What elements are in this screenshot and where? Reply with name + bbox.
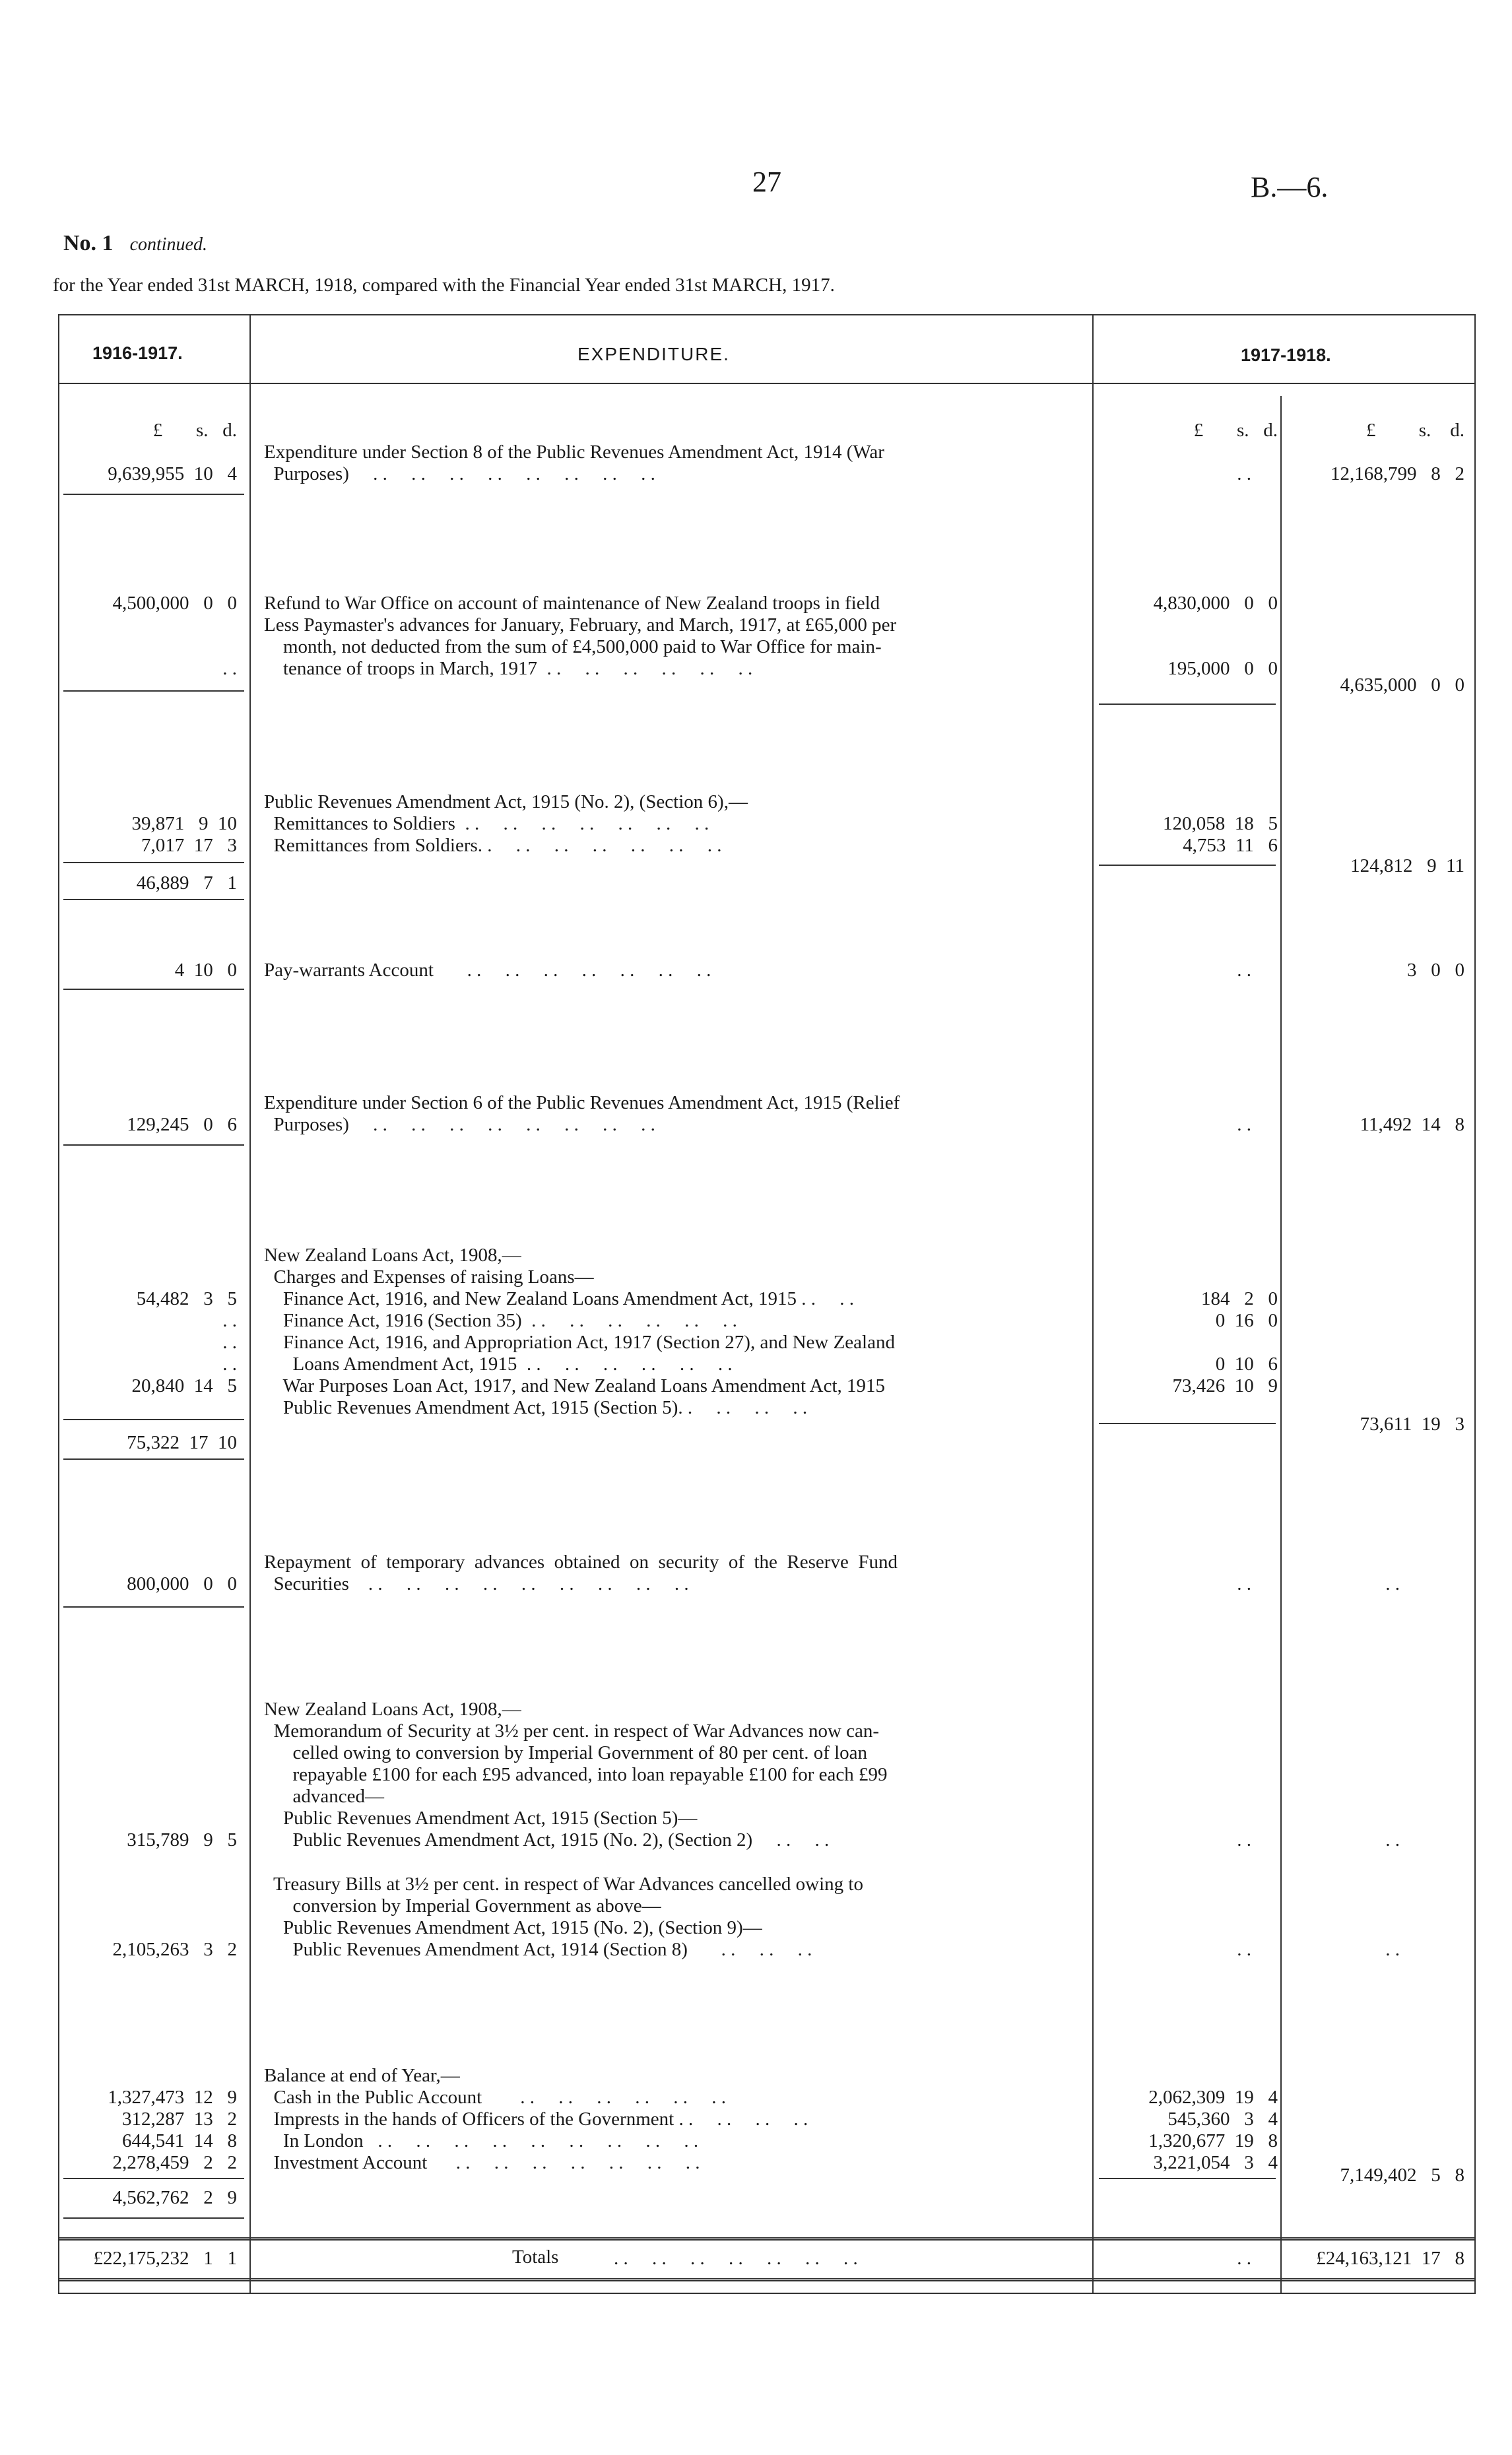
prev-amount: 1,327,473 12 9 312,287 13 2 644,541 14 8 2,278,459 2 2	[108, 2087, 237, 2173]
mid-grand-total: . .	[1237, 2248, 1251, 2269]
row-description: Balance at end of Year,— Cash in the Public Account . . . . . . . . . . . . Imprests in the hands of Officers of the Government . . . . . . . . In London . . . . . . . . . . . . . . . . . . Investment Account . . . . . . . . . . . . . .	[264, 2065, 808, 2173]
total-amount: 3 0 0	[1407, 960, 1464, 981]
col-header-1916-1917: 1916-1917.	[92, 343, 183, 363]
prev-amount: 39,871 9 10 7,017 17 3	[131, 813, 237, 856]
row-description: Treasury Bills at 3½ per cent. in respect of War Advances cancelled owing to conversion by Imperial Government as above— Public Revenues Amendment Act, 1915 (No. 2), (Section 9)— Public Revenues Amendment Act, 1914 (Section 8) . . . . . .	[273, 1874, 863, 1960]
total-amount: 124,812 9 11	[1350, 855, 1464, 876]
mid-amount: 120,058 18 5 4,753 11 6	[1163, 813, 1278, 856]
document-code: B.—6.	[1251, 171, 1329, 203]
mid-amount: 184 2 0 0 16 0 0 10 6 73,426 10 9	[1172, 1288, 1278, 1396]
total-amount: 73,611 19 3	[1360, 1414, 1464, 1435]
grand-total: £24,163,121 17 8	[1316, 2248, 1464, 2269]
mid-amount: . .	[1237, 960, 1251, 981]
prev-subtotal: 4,562,762 2 9	[112, 2187, 237, 2208]
row-description: Public Revenues Amendment Act, 1915 (No. 2), (Section 6),— Remittances to Soldiers . . . . . . . . . . . . . . Remittances from Soldiers. . . . . . . . . . . . . .	[264, 791, 748, 856]
prev-amount: 800,000 0 0	[127, 1573, 237, 1594]
total-amount: 7,149,402 5 8	[1340, 2165, 1464, 2186]
row-description: Pay-warrants Account . . . . . . . . . . . . . .	[264, 960, 711, 981]
totals-dots: . . . . . . . . . . . . . .	[614, 2248, 858, 2269]
prev-amount: 4 10 0	[174, 960, 237, 981]
row-description: New Zealand Loans Act, 1908,— Memorandum of Security at 3½ per cent. in respect of War Advances now can- celled owing to conversion by Imperial Government of 80 per cent. of loan repayable £100 for each £95 advanced, into loan repayable £100 for each £99 advanced— Public Revenues Amendment Act, 1915 (Section 5)— Public Revenues Amendment Act, 1915 (No. 2), (Section 2) . . . .	[264, 1699, 888, 1850]
table-number: No. 1	[63, 231, 114, 255]
prev-amount: 9,639,955 10 4	[108, 463, 237, 484]
mid-amount: 2,062,309 19 4 545,360 3 4 1,320,677 19 8 3,221,054 3 4	[1148, 2087, 1278, 2173]
lsd-header-right: £ s. d.	[1365, 420, 1464, 441]
total-amount: 11,492 14 8	[1360, 1114, 1464, 1135]
continued-note: continued.	[129, 234, 207, 255]
prev-grand-total: £22,175,232 1 1	[93, 2248, 237, 2269]
col-header-expenditure: EXPENDITURE.	[577, 344, 730, 364]
prev-subtotal: 75,322 17 10	[127, 1432, 237, 1453]
prev-amount: 129,245 0 6	[127, 1114, 237, 1135]
mid-amount: . .	[1237, 1829, 1251, 1850]
prev-amount: 2,105,263 3 2	[112, 1939, 237, 1960]
row-description: New Zealand Loans Act, 1908,— Charges and Expenses of raising Loans— Finance Act, 1916, and New Zealand Loans Amendment Act, 1915 . . . . Finance Act, 1916 (Section 35) . . . . . . . . . . . . Finance Act, 1916, and Appropriation Act, 1917 (Section 27), and New Zealand Loans Amendment Act, 1915 . . . . . . . . . . . . War Purposes Loan Act, 1917, and New Zealand Loans Amendment Act, 1915 Public Revenues Amendment Act, 1915 (Section 5). . . . . . . .	[264, 1245, 895, 1418]
mid-amount: . .	[1237, 1573, 1251, 1594]
row-description: Expenditure under Section 6 of the Public Revenues Amendment Act, 1915 (Relief Purposes) . . . . . . . . . . . . . . . .	[264, 1092, 900, 1135]
page-number: 27	[752, 166, 781, 198]
col-header-1917-1918: 1917-1918.	[1241, 345, 1331, 365]
total-amount: . .	[1385, 1829, 1400, 1850]
total-amount: . .	[1385, 1573, 1400, 1594]
mid-amount: . .	[1237, 1939, 1251, 1960]
prev-amount: 54,482 3 5 . . . . . . 20,840 14 5	[131, 1288, 237, 1396]
page-subtitle: for the Year ended 31st MARCH, 1918, compared with the Financial Year ended 31st MARCH, 1917.	[53, 275, 835, 296]
row-description: Expenditure under Section 8 of the Public Revenues Amendment Act, 1914 (War Purposes) . . . . . . . . . . . . . . . .	[264, 442, 884, 484]
continuation-label	[63, 231, 207, 256]
lsd-header-prev: £ s. d.	[152, 420, 237, 441]
prev-amount: 4,500,000 0 0 . .	[112, 593, 237, 679]
row-description: Repayment of temporary advances obtained on security of the Reserve Fund Securities . . . . . . . . . . . . . . . . . .	[264, 1552, 898, 1594]
mid-amount: . .	[1237, 463, 1251, 484]
total-amount: 4,635,000 0 0	[1340, 674, 1464, 696]
mid-amount: . .	[1237, 1114, 1251, 1135]
prev-amount: 315,789 9 5	[127, 1829, 237, 1850]
total-amount: . .	[1385, 1939, 1400, 1960]
mid-amount: 4,830,000 0 0 195,000 0 0	[1153, 593, 1278, 679]
row-description: Refund to War Office on account of maintenance of New Zealand troops in field Less Paymaster's advances for January, February, and March, 1917, at £65,000 per month, not deducted from the sum of £4,500,000 paid to War Office for main- tenance of troops in March, 1917 . . . . . . . . . . . .	[264, 593, 897, 679]
total-amount: 12,168,799 8 2	[1331, 463, 1464, 484]
lsd-header-mid: £ s. d.	[1193, 420, 1278, 441]
totals-label: Totals	[512, 2246, 559, 2268]
prev-subtotal: 46,889 7 1	[136, 872, 237, 894]
